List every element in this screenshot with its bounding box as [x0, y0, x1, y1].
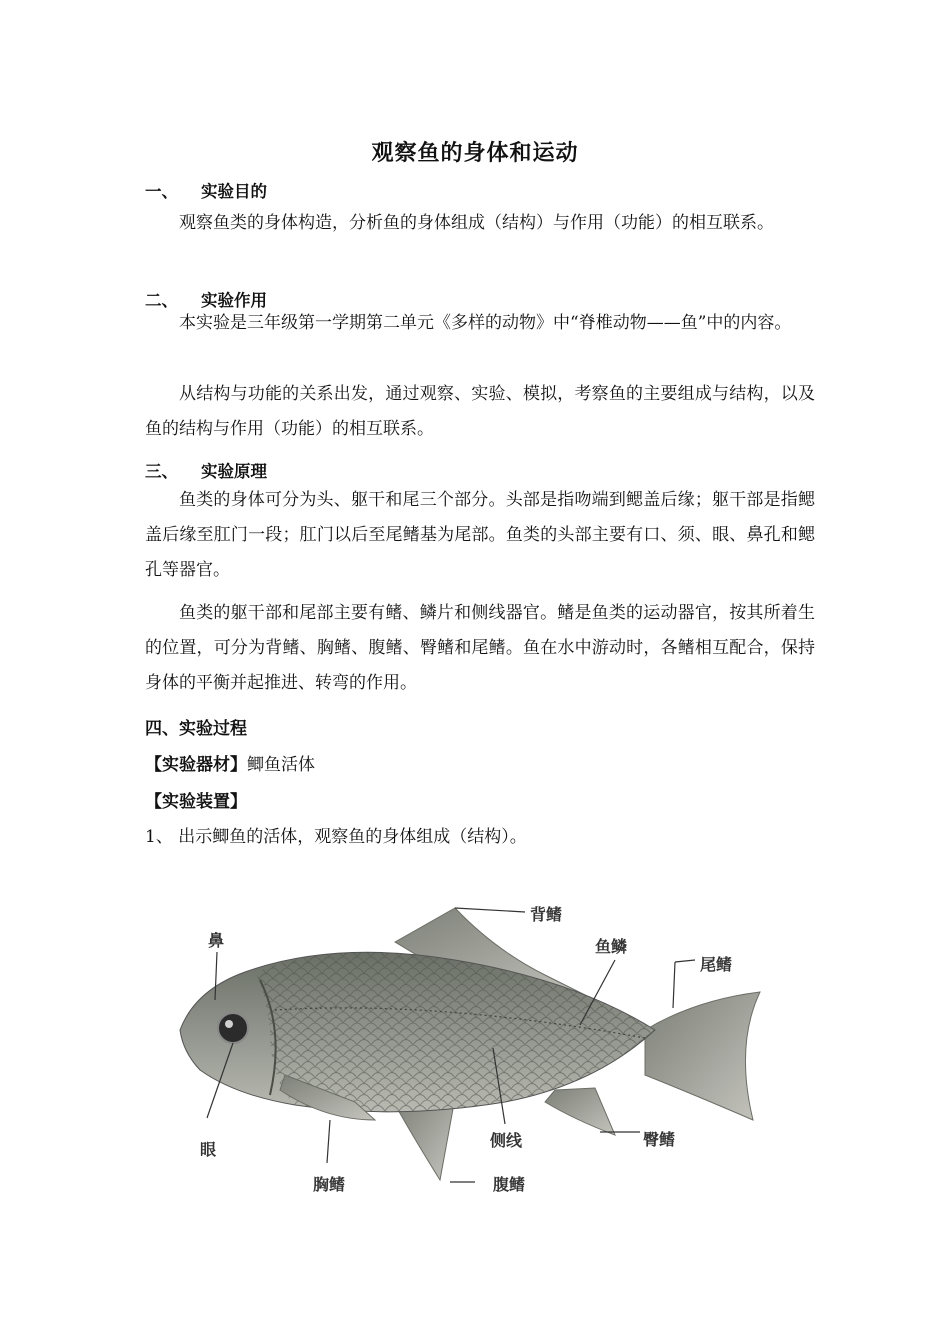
section-3-title: 实验原理 — [201, 462, 267, 481]
setup-label: 【实验装置】 — [145, 792, 247, 812]
page-title: 观察鱼的身体和运动 — [371, 140, 579, 166]
label-anal-fin: 臀鳍 — [643, 1130, 676, 1149]
step-1: 1、 出示鲫鱼的活体，观察鱼的身体组成（结构）。 — [145, 827, 527, 847]
eye-highlight — [225, 1020, 233, 1028]
section-3-heading — [145, 458, 267, 482]
section-3-number: 三、 — [145, 462, 178, 481]
section-1-title: 实验目的 — [201, 182, 267, 201]
section-2-paragraph-2: 从结构与功能的关系出发，通过观察、实验、模拟，考察鱼的主要组成与结构，以及鱼的结构与作用（功能）的相互联系。 — [145, 384, 815, 439]
label-eye: 眼 — [200, 1140, 217, 1159]
leader-dorsal — [455, 908, 525, 912]
section-1-heading — [145, 178, 267, 202]
label-pectoral-fin: 胸鳍 — [313, 1175, 346, 1194]
section-2-title: 实验作用 — [201, 291, 267, 310]
label-dorsal-fin: 背鳍 — [530, 905, 563, 924]
section-2-paragraph-1: 本实验是三年级第一学期第二单元《多样的动物》中“脊椎动物——鱼”中的内容。 — [179, 313, 792, 333]
anal-fin — [545, 1088, 615, 1135]
tail-fin — [645, 992, 760, 1120]
materials-value: 鲫鱼活体 — [247, 755, 315, 775]
section-3-paragraph-1: 鱼类的身体可分为头、躯干和尾三个部分。头部是指吻端到鳃盖后缘；躯干部是指鳃盖后缘至肛门一段；肛门以后至尾鳍基为尾部。鱼类的头部主要有口、须、眼、鼻孔和鳃孔等器官。 — [145, 490, 815, 580]
section-2-number: 二、 — [145, 291, 178, 310]
label-tail-fin: 尾鳍 — [700, 955, 733, 974]
materials-label: 【实验器材】 — [145, 755, 247, 775]
section-1-body: 观察鱼类的身体构造，分析鱼的身体组成（结构）与作用（功能）的相互联系。 — [179, 213, 774, 233]
section-1-number: 一、 — [145, 182, 178, 201]
section-4-heading: 四、实验过程 — [145, 719, 247, 739]
section-3-paragraph-2: 鱼类的躯干部和尾部主要有鳍、鳞片和侧线器官。鳍是鱼类的运动器官，按其所着生的位置，可分为背鳍、胸鳍、腹鳍、臀鳍和尾鳍。鱼在水中游动时，各鳍相互配合，保持身体的平衡并起推进、转弯的作用。 — [145, 603, 815, 693]
label-lateral-line: 侧线 — [490, 1131, 523, 1150]
leader-pectoral — [327, 1120, 330, 1163]
fish-eye — [218, 1013, 248, 1043]
label-nose: 鼻 — [208, 931, 225, 950]
materials-line — [145, 750, 315, 775]
leader-tail — [673, 962, 675, 1008]
leader-tail-top — [675, 960, 695, 962]
fish-anatomy-figure — [175, 880, 775, 1210]
label-pelvic-fin: 腹鳍 — [493, 1175, 526, 1194]
label-scale: 鱼鳞 — [595, 937, 628, 956]
